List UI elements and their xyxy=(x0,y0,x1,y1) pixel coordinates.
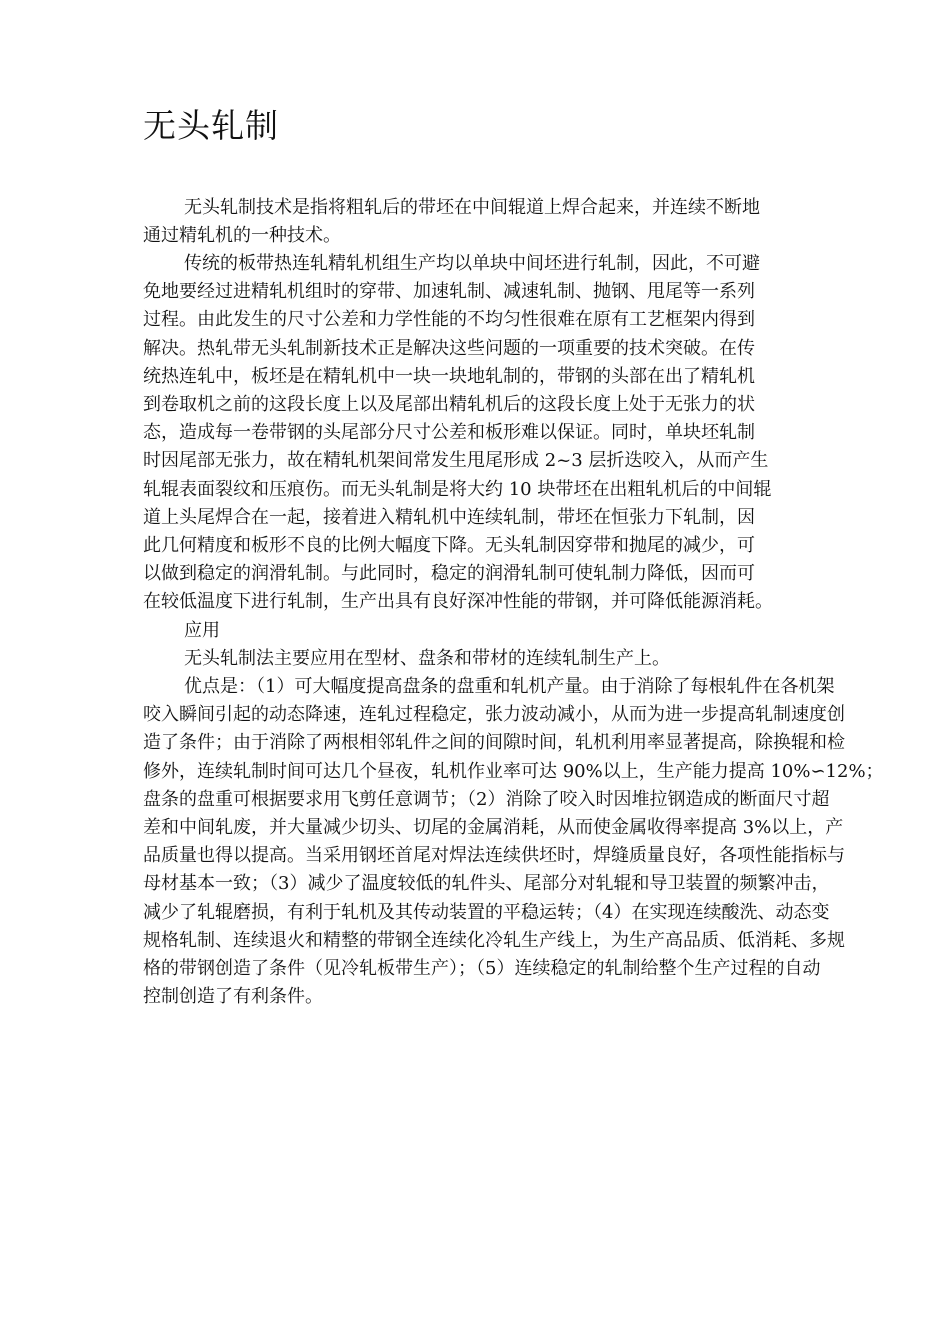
text-line: 无头轧制技术是指将粗轧后的带坯在中间辊道上焊合起来，并连续不断地 xyxy=(184,197,760,218)
text-line: 过程。由此发生的尺寸公差和力学性能的不均匀性很难在原有工艺框架内得到 xyxy=(143,309,755,331)
text-line: 差和中间轧废，并大量减少切头、切尾的金属消耗，从而使金属收得率提高 3%以上，产 xyxy=(143,817,844,839)
text-line: 格的带钢创造了条件（见冷轧板带生产）；（5）连续稳定的轧制给整个生产过程的自动 xyxy=(143,958,821,980)
text-line: 时因尾部无张力，故在精轧机架间常发生甩尾形成 2~3 层折迭咬入，从而产生 xyxy=(143,450,769,472)
text-line: 品质量也得以提高。当采用钢坯首尾对焊法连续供坯时，焊缝质量良好，各项性能指标与 xyxy=(143,845,845,867)
text-line: 轧辊表面裂纹和压痕伤。而无头轧制是将大约 10 块带坯在出粗轧机后的中间辊 xyxy=(143,478,772,500)
text-line: 统热连轧中，板坯是在精轧机中一块一块地轧制的，带钢的头部在出了精轧机 xyxy=(143,365,755,387)
text-line: 母材基本一致；（3）减少了温度较低的轧件头、尾部分对轧辊和导卫装置的频繁冲击， xyxy=(143,873,830,895)
text-line: 免地要经过进精轧机组时的穿带、加速轧制、减速轧制、抛钢、甩尾等一系列 xyxy=(143,281,755,303)
text-line: 通过精轧机的一种技术。 xyxy=(143,225,341,247)
text-line: 咬入瞬间引起的动态降速，连轧过程稳定，张力波动减小，从而为进一步提高轧制速度创 xyxy=(143,704,845,726)
text-line: 优点是：（1）可大幅度提高盘条的盘重和轧机产量。由于消除了每根轧件在各机架 xyxy=(184,676,835,697)
text-line: 在较低温度下进行轧制，生产出具有良好深冲性能的带钢，并可降低能源消耗。 xyxy=(143,591,773,613)
text-line: 减少了轧辊磨损，有利于轧机及其传动装置的平稳运转；（4）在实现连续酸洗、动态变 xyxy=(143,901,830,923)
text-line: 盘条的盘重可根据要求用飞剪任意调节；（2）消除了咬入时因堆拉钢造成的断面尺寸超 xyxy=(143,788,830,810)
paragraph-background xyxy=(143,250,773,617)
text-line: 控制创造了有利条件。 xyxy=(143,986,323,1008)
page-title: 无头轧制 xyxy=(143,106,279,145)
text-line: 造了条件；由于消除了两根相邻轧件之间的间隙时间，轧机利用率显著提高，除换辊和检 xyxy=(143,732,845,754)
text-line: 规格轧制、连续退火和精整的带钢全连续化冷轧生产线上，为生产高品质、低消耗、多规 xyxy=(143,929,845,951)
text-line: 修外，连续轧制时间可达几个昼夜，轧机作业率可达 90%以上，生产能力提高 10%∽12%； xyxy=(143,760,884,782)
text-line: 无头轧制法主要应用在型材、盘条和带材的连续轧制生产上。 xyxy=(184,648,670,669)
paragraph-definition xyxy=(143,194,760,250)
text-line: 到卷取机之前的这段长度上以及尾部出精轧机后的这段长度上处于无张力的状 xyxy=(143,394,755,416)
text-line: 以做到稳定的润滑轧制。与此同时，稳定的润滑轧制可使轧制力降低，因而可 xyxy=(143,563,755,585)
paragraph-application xyxy=(143,645,670,673)
text-line: 道上头尾焊合在一起，接着进入精轧机中连续轧制，带坯在恒张力下轧制，因 xyxy=(143,506,755,528)
paragraph-advantages xyxy=(143,673,884,1011)
section-heading-application xyxy=(143,617,220,645)
text-line: 态，造成每一卷带钢的头尾部分尺寸公差和板形难以保证。同时，单块坯轧制 xyxy=(143,422,755,444)
text-line: 应用 xyxy=(184,620,220,641)
text-line: 传统的板带热连轧精轧机组生产均以单块中间坯进行轧制，因此，不可避 xyxy=(184,253,760,274)
text-line: 此几何精度和板形不良的比例大幅度下降。无头轧制因穿带和抛尾的减少，可 xyxy=(143,535,755,557)
text-line: 解决。热轧带无头轧制新技术正是解决这些问题的一项重要的技术突破。在传 xyxy=(143,337,755,359)
